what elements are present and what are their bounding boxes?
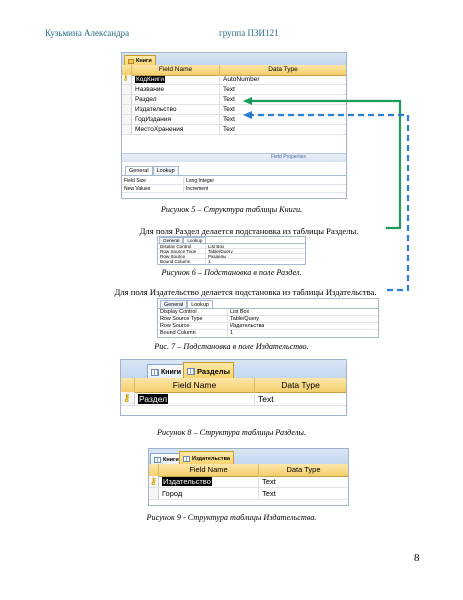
data-type[interactable]: Text (262, 489, 276, 498)
field-name[interactable]: Издательство (132, 105, 220, 114)
data-type[interactable]: Text (223, 96, 235, 103)
tab-label: Книги (163, 456, 179, 463)
data-type[interactable]: Text (223, 106, 235, 113)
field-name[interactable]: Раздел (139, 394, 168, 404)
primary-key-icon: ⚷ (123, 393, 131, 404)
paragraph-1: Для поля Раздел делается подстановка из таблицы Разделы. (139, 226, 359, 236)
property-name: Row Source Type (158, 249, 206, 253)
dashed-connector-arrow (252, 115, 408, 290)
field-name-header: Field Name (132, 65, 220, 75)
property-name: Display Control (158, 244, 206, 248)
property-name: Bound Column (158, 330, 228, 337)
solid-arrowhead (243, 97, 252, 105)
field-name[interactable]: Издательство (163, 477, 211, 486)
data-type[interactable]: AutoNumber (223, 76, 260, 83)
tab-label: Разделы (197, 366, 230, 376)
property-value[interactable]: Long Integer (186, 178, 215, 184)
tab-general[interactable]: General (159, 237, 183, 243)
property-value[interactable]: List Box (230, 309, 250, 315)
header-author: Кузьмина Александра (45, 28, 130, 38)
tab-lookup[interactable]: Lookup (153, 166, 179, 175)
data-type[interactable]: Text (223, 116, 235, 123)
figure-8-caption: Рисунок 8 – Структура таблицы Разделы. (157, 428, 306, 437)
field-name[interactable]: ГодИздания (132, 115, 220, 124)
field-name-header: Field Name (159, 464, 259, 476)
data-type-header: Data Type (286, 465, 321, 474)
field-name[interactable]: МестоХранения (132, 125, 220, 134)
tab-general[interactable]: General (160, 300, 187, 308)
tab-label: Издательства (192, 455, 230, 462)
figure-6-caption: Рисунок 6 – Подстановка в поле Раздел. (161, 268, 302, 277)
data-type[interactable]: Text (223, 86, 235, 93)
field-name[interactable]: КодКниги (136, 76, 165, 83)
tab-general[interactable]: General (125, 166, 153, 175)
figure-5-caption: Рисунок 5 – Структура таблицы Книги. (160, 205, 303, 214)
figure-7-caption: Рис. 7 – Подстановка в поле Издательство. (154, 342, 309, 351)
data-type[interactable]: Text (258, 394, 274, 404)
header-group: группа ПЗИ121 (219, 28, 279, 38)
data-type[interactable]: Text (262, 477, 276, 486)
property-value[interactable]: 1 (230, 330, 233, 336)
field-name[interactable]: Название (132, 85, 220, 94)
solid-connector-arrow (250, 101, 400, 228)
dashed-arrowhead (243, 111, 252, 119)
property-name: Row Source (158, 323, 228, 329)
field-name-header: Field Name (135, 378, 255, 392)
field-name[interactable]: Город (159, 488, 259, 499)
data-type-header: Data Type (268, 66, 298, 73)
data-type[interactable]: Text (223, 126, 235, 133)
field-properties-label: Field Properties (270, 154, 306, 160)
property-value[interactable]: Increment (186, 186, 209, 192)
property-value[interactable]: Издательства (230, 323, 265, 329)
property-name: Display Control (158, 309, 228, 315)
figure-9-caption: Рисунок 9 - Структура таблицы Издательства. (146, 513, 317, 522)
property-name: Bound Column (158, 259, 206, 264)
property-name: Field Size (122, 177, 184, 184)
property-name: Row Source Type (158, 316, 228, 322)
property-name: Row Source (158, 254, 206, 258)
property-value[interactable]: Разделы (208, 254, 227, 258)
primary-key-icon: ⚷ (150, 476, 157, 486)
tab-lookup[interactable]: Lookup (187, 300, 213, 308)
page-number: 8 (414, 552, 420, 564)
field-name[interactable]: Раздел (132, 95, 220, 104)
property-value[interactable]: 1 (208, 259, 211, 264)
property-value[interactable]: List Box (208, 244, 225, 248)
data-type-header: Data Type (281, 380, 320, 390)
property-value[interactable]: Table/Query (230, 316, 260, 322)
tab-label: Книги (136, 58, 152, 64)
primary-key-icon: ⚷ (123, 75, 129, 82)
paragraph-2: Для поля Издательство делается подстановка из таблицы Издательства. (114, 287, 377, 297)
tab-label: Книги (161, 368, 182, 376)
property-value[interactable]: Table/Query (208, 249, 233, 253)
tab-lookup[interactable]: Lookup (183, 237, 206, 243)
property-name: New Values (122, 185, 184, 192)
